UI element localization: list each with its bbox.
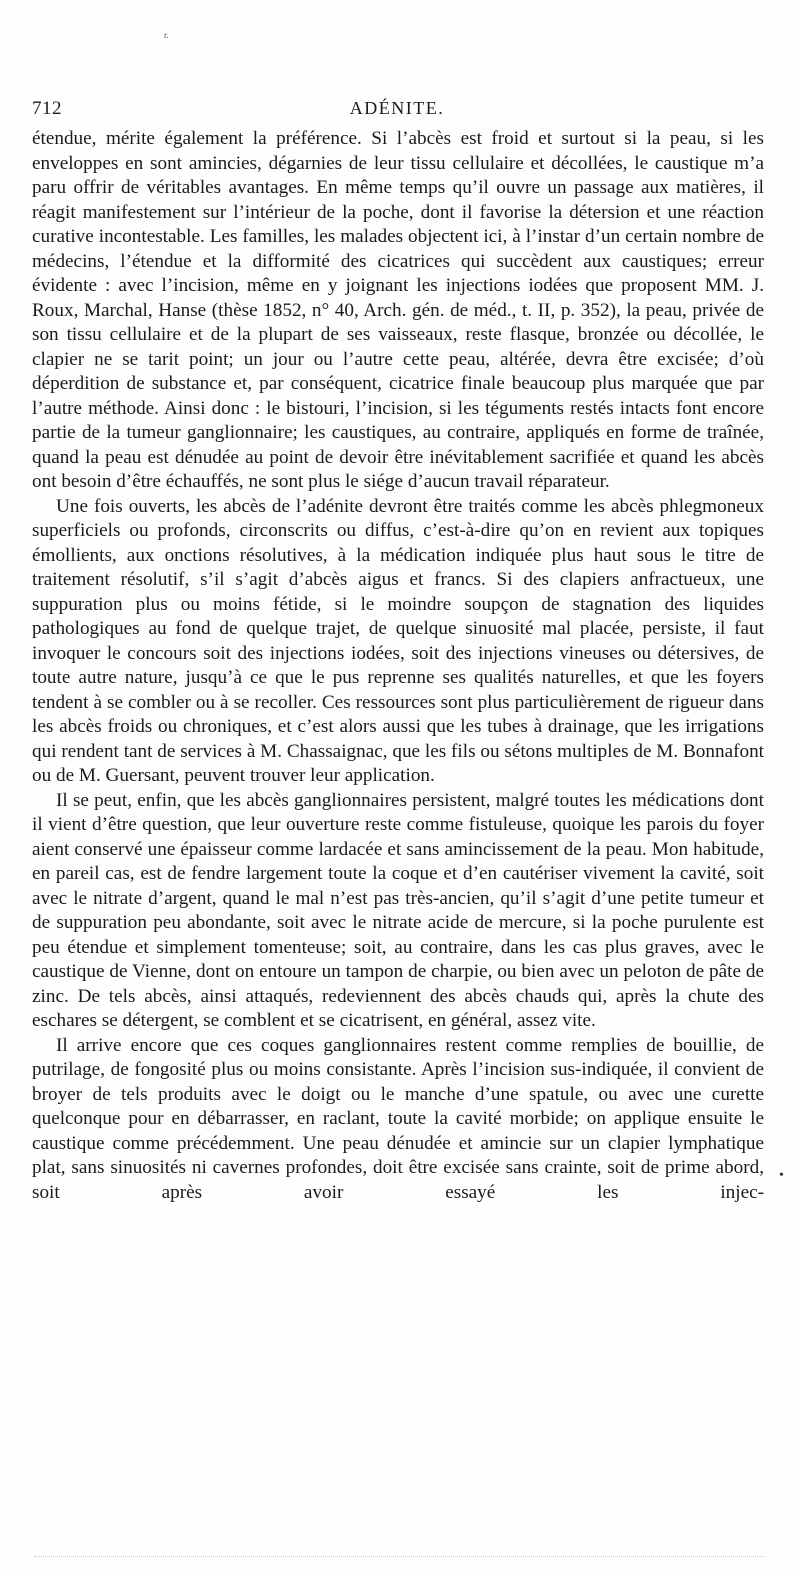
paragraph-1: étendue, mérite également la préférence. Si l’abcès est froid et surtout si la peau, si les enveloppes en sont amincies, dégarnies de leur tissu cellulaire et décollées, le caustique m’a paru offrir de véritables avantages. En même temps qu’il ouvre un passage aux matières, il réagit manifestement sur l’intérieur de la poche, dont il favorise la détersion et une réaction curative incontestable. Les familles, les malades objectent ici, à l’instar d’un certain nombre de médecins, l’étendue et la difformité des cicatrices qui succèdent aux caustiques; erreur évidente : avec l’incision, même en y joignant les injections iodées que proposent MM. J. Roux, Marchal, Hanse (thèse 1852, n° 40, Arch. gén. de méd., t. II, p. 352), la peau, privée de son tissu cellulaire et de la plupart de ses vaisseaux, reste flasque, bronzée ou décollée, le clapier ne se tarit point; un jour ou l’autre cette peau, altérée, devra être excisée; d’où déperdition de substance et, par conséquent, cicatrice finale beaucoup plus marquée que par l’autre méthode. Ainsi donc : le bistouri, l’incision, si les téguments restés intacts font encore partie de la tumeur ganglionnaire; les caustiques, au contraire, appliqués en forme de traînée, quand la peau est dénudée au point de devoir être inévitablement sacrifiée et quand les abcès ont besoin d’être échauffés, ne sont plus le siége d’aucun travail réparateur.: [32, 128, 764, 492]
margin-dot: •: [779, 1168, 784, 1183]
page-number: 712: [32, 98, 62, 119]
running-head: [32, 98, 762, 124]
stray-print-mark: r.: [164, 30, 169, 40]
body-text: [32, 127, 764, 1205]
paragraph-2: Une fois ouverts, les abcès de l’adénite devront être traités comme les abcès phlegmoneux superficiels ou profonds, circonscrits ou diffus, c’est-à-dire qu’on en revient aux topiques émollients, aux onctions résolutives, à la médication indiquée plus haut sous le titre de traitement résolutif, s’il s’agit d’abcès aigus et francs. Si des clapiers anfractueux, une suppuration plus ou moins fétide, si le moindre soupçon de stagnation des liquides pathologiques au fond de quelque trajet, de quelque sinuosité mal placée, persiste, il faut invoquer le concours soit des injections iodées, soit des injections vineuses ou détersives, de toute autre nature, jusqu’à ce que le pus reprenne ses qualités naturelles, et que les foyers tendent à se combler ou à se recoller. Ces ressources sont plus particulièrement de rigueur dans les abcès froids ou chroniques, et c’est alors aussi que les tubes à drainage, que les irrigations qui rendent tant de services à M. Chassaignac, que les fils ou sétons multiples de M. Bonnafont ou de M. Guersant, peuvent trouver leur application.: [32, 495, 764, 786]
footer-rule: [34, 1556, 764, 1559]
paragraph-4: Il arrive encore que ces coques ganglionnaires restent comme remplies de bouillie, de putrilage, de fongosité plus ou moins consistante. Après l’incision sus-indiquée, il convient de broyer de tels produits avec le doigt ou le manche d’une spatule, ou avec une curette quelconque pour en débarrasser, en raclant, toute la cavité morbide; on applique ensuite le caustique comme précédemment. Une peau dénudée et amincie sur un clapier lymphatique plat, sans sinuosités ni cavernes profondes, doit être excisée sans crainte, soit de prime abord, soit après avoir essayé les injec-: [32, 1034, 764, 1203]
paragraph-3: Il se peut, enfin, que les abcès ganglionnaires persistent, malgré toutes les médications dont il vient d’être question, que leur ouverture reste comme fistuleuse, quoique les parois du foyer aient conservé une épaisseur comme lardacée et sans amincissement de la peau. Mon habitude, en pareil cas, est de fendre largement toute la coque et d’en cautériser vivement la cavité, soit avec le nitrate d’argent, quand le mal n’est pas très-ancien, qu’il s’agit d’une petite tumeur et de suppuration peu abondante, soit avec le nitrate acide de mercure, si la poche purulente est peu étendue et simplement tomenteuse; soit, au contraire, dans les cas plus graves, avec le caustique de Vienne, dont on entoure un tampon de charpie, ou bien avec un peloton de pâte de zinc. De tels abcès, ainsi attaqués, redeviennent des abcès chauds qui, après la chute des eschares se détergent, se comblent et se cicatrisent, en général, assez vite.: [32, 789, 764, 1031]
running-title: ADÉNITE.: [349, 98, 445, 118]
